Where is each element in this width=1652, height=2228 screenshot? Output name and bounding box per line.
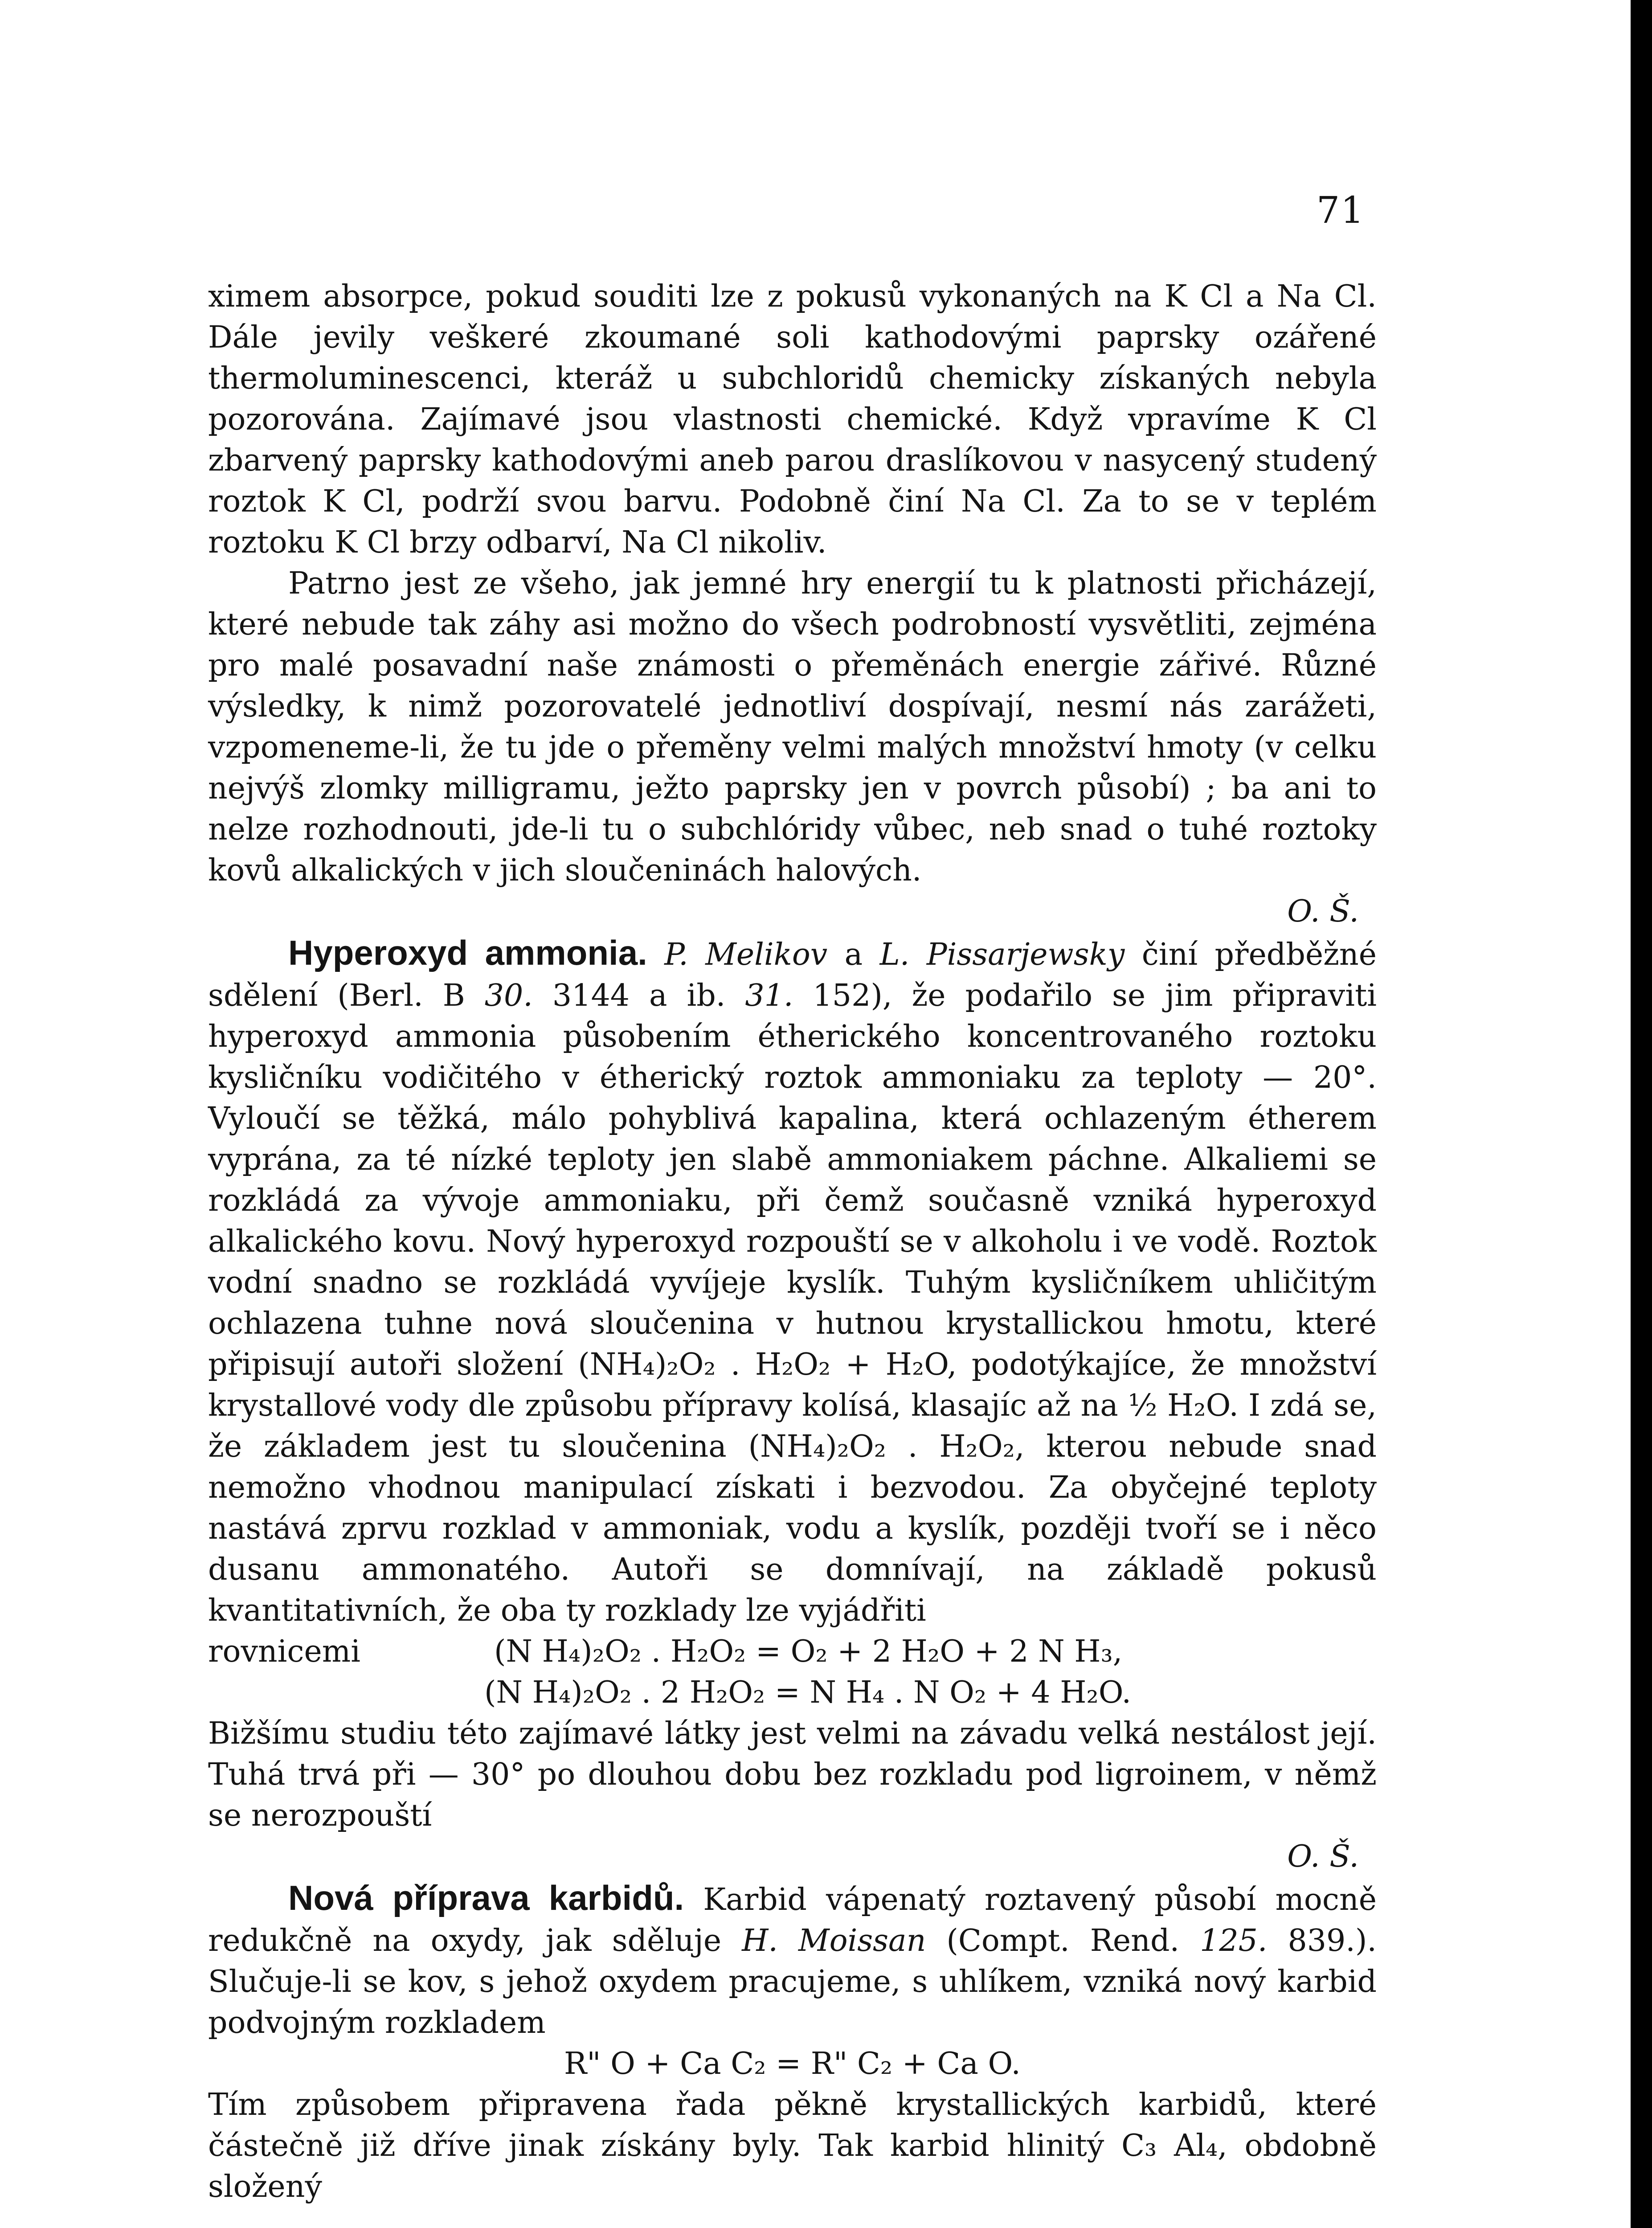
author-name: H. Moissan (742, 1923, 926, 1958)
equation-line-3 (208, 2044, 1377, 2085)
author-name: P. Melikov (664, 937, 828, 972)
article-karbidy (208, 1877, 1377, 2044)
article-text: I zdá se, že základem jest tu sloučenina (208, 1388, 1377, 1464)
page-number: 71 (1317, 189, 1365, 232)
article-text: kterou nebude snad nemožno vhodnou manipulací získati i bezvodou. Za obyčejné teploty nastává zprvu rozklad v ammoniak, vodu a kyslík, později tvoří se i něco dusanu ammonatého. Autoři se domnívají, na základě pokusů kvantitativních, že oba ty rozklady lze vyjádřiti (208, 1429, 1377, 1628)
chemical-formula: (NH₄)₂O₂ . H₂O₂, (748, 1429, 1025, 1464)
conjunction: a (844, 937, 863, 972)
article-hyperoxyd (208, 932, 1377, 1631)
equation: (N H₄)₂O₂ . H₂O₂ = O₂ + 2 H₂O + 2 N H₃, (494, 1634, 1123, 1669)
equation: R" O + Ca C₂ = R" C₂ + Ca O. (564, 2046, 1021, 2081)
paragraph-closing (208, 1713, 1377, 1877)
article-text: Bižšímu studiu této zajímavé látky jest velmi na závadu velká nestálost její. Tuhá trvá při — 30° po dlouhou dobu bez rozkladu pod ligroinem, v němž se nerozpouští (208, 1716, 1377, 1833)
chemical-formula: ½ H₂O. (1128, 1388, 1239, 1423)
paragraph-intro: ximem absorpce, pokud souditi lze z pokusů vykonaných na K Cl a Na Cl. Dále jevily veškeré zkoumané soli kathodovými paprsky ozářené thermoluminescenci, kteráž u subchloridů chemicky získaných nebyla pozorována. Zajímavé jsou vlastnosti chemické. Když vpravíme K Cl zbarvený paprsky kathodovými aneb parou draslíkovou v nasycený studený roztok K Cl, podrží svou barvu. Podobně činí Na Cl. Za to se v teplém roztoku K Cl brzy odbarví, Na Cl nikoliv. (208, 279, 1377, 560)
volume-number: 30. (484, 978, 533, 1013)
article-title: Nová příprava karbidů. (288, 1878, 684, 1917)
volume-number: 125. (1200, 1923, 1268, 1958)
chemical-formula: (NH₄)₂O₂ . H₂O₂ + H₂O, (578, 1347, 957, 1382)
paragraph-conclusion (208, 563, 1377, 932)
author-name: L. Pissarjewsky (879, 937, 1125, 972)
volume-number: 31. (745, 978, 793, 1013)
signature: O. Š. (1287, 1839, 1359, 1874)
article-text: 839.). Slučuje-li se kov, s jehož oxydem pracujeme, s uhlíkem, vzniká nový karbid podvojným rozkladem (208, 1923, 1377, 2040)
paragraph-conclusion-text: Patrno jest ze všeho, jak jemné hry energií tu k platnosti přicházejí, které nebude tak záhy asi možno do všech podrobností vysvětliti, zejména pro malé posavadní naše známosti o přeměnách energie zářivé. Různé výsledky, k nimž pozorovatelé jednotliví dospívají, nesmí nás zarážeti, vzpomeneme-li, že tu jde o přeměny velmi malých množství hmoty (v celku nejvýš zlomky milligramu, ježto paprsky jen v povrch působí) ; ba ani to nelze rozhodnouti, jde-li tu o subchlóridy vůbec, neb snad o tuhé roztoky kovů alkalických v jich sloučeninách halových. (208, 566, 1377, 888)
equation-label: rovnicemi (208, 1634, 360, 1669)
equation-line-2 (208, 1672, 1377, 1713)
article-text: podotýkajíce, že množství krystallové vody dle způsobu přípravy kolísá, klasajíc až na (208, 1347, 1377, 1423)
article-title: Hyperoxyd ammonia. (288, 933, 647, 972)
article-text: 152), že podařilo se jim připraviti hyperoxyd ammonia působením étherického koncentrovaného roztoku kysličníku vodičitého v étherický roztok ammoniaku za teploty — 20°. Vyloučí se těžká, málo pohyblivá kapalina, která ochlazeným étherem vyprána, za té nízké teploty jen slabě ammoniakem páchne. Alkaliemi se rozkládá za vývoje ammoniaku, při čemž současně vzniká hyperoxyd alkalického kovu. Nový hyperoxyd rozpouští se v alkoholu i ve vodě. Roztok vodní snadno se rozkládá vyvíjeje kyslík. Tuhým kysličníkem uhličitým ochlazena tuhne nová sloučenina v hutnou krystallickou hmotu, které připisují autoři složení (208, 978, 1377, 1382)
paragraph-final: Tím způsobem připravena řada pěkně krystallických karbidů, které částečně již dříve jinak získány byly. Tak karbid hlinitý C₃ Al₄, obdobně složený (208, 2087, 1377, 2204)
equation-line-1 (208, 1631, 1377, 1672)
body-text (208, 276, 1377, 2208)
article-text: (Compt. Rend. (946, 1923, 1180, 1958)
article-text: činí předběžné sdělení (Berl. B (208, 937, 1377, 1013)
article-text: 3144 a ib. (552, 978, 726, 1013)
equation: (N H₄)₂O₂ . 2 H₂O₂ = N H₄ . N O₂ + 4 H₂O. (484, 1675, 1132, 1710)
article-text: Karbid vápenatý roztavený působí mocně redukčně na oxydy, jak sděluje (208, 1882, 1377, 1958)
signature: O. Š. (1287, 894, 1359, 929)
